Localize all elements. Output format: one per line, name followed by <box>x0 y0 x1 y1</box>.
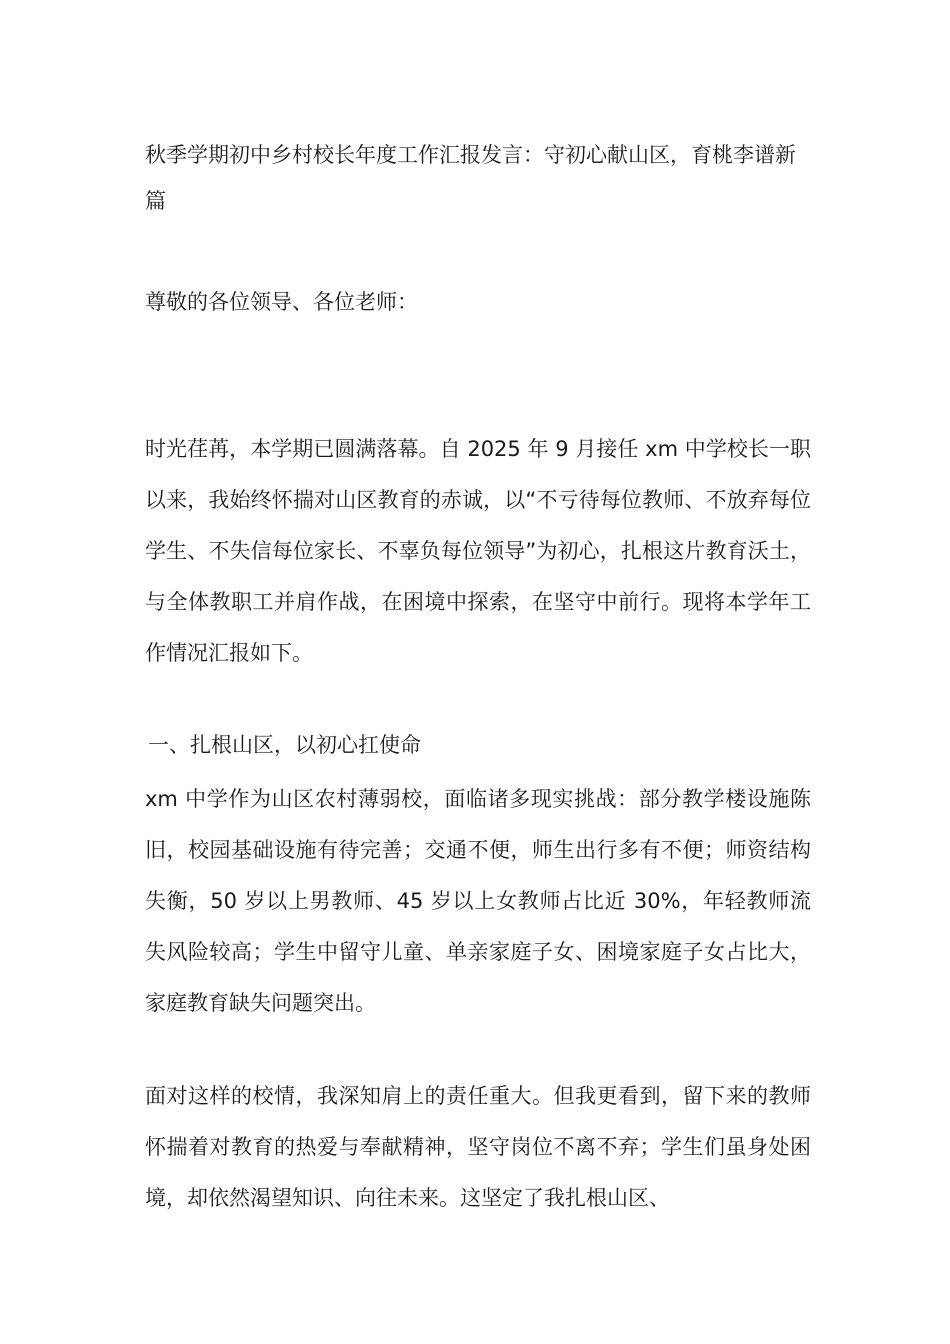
salutation: 尊敬的各位领导、各位老师： <box>145 290 418 314</box>
paragraph-responsibility: 面对这样的校情，我深知肩上的责任重大。但我更看到，留下来的教师怀揣着对教育的热爱与奉献精神，坚守岗位不离不弃；学生们虽身处困境，却依然渴望知识、向往未来。这坚定了我扎根山区、 <box>145 1084 811 1210</box>
section-heading-1: 一、扎根山区，以初心扛使命 <box>148 733 421 757</box>
document-title: 秋季学期初中乡村校长年度工作汇报发言：守初心献山区，育桃李谱新篇 <box>145 143 796 213</box>
paragraph-intro: 时光荏苒，本学期已圆满落幕。自 2025 年 9 月接任 xm 中学校长一职以来，我始终怀揣对山区教育的赤诚，以“不亏待每位教师、不放弃每位学生、不失信每位家长、不辜负每位领导”为初心，扎根这片教育沃土，与全体教职工并肩作战，在困境中探索，在坚守中前行。现将本学年工作情况汇报如下。 <box>145 437 811 665</box>
paragraph-school-challenges: xm 中学作为山区农村薄弱校，面临诸多现实挑战：部分教学楼设施陈旧，校园基础设施有待完善；交通不便，师生出行多有不便；师资结构失衡，50 岁以上男教师、45 岁以上女教师占比近 30%，年轻教师流失风险较高；学生中留守儿童、单亲家庭子女、困境家庭子女占比大，家庭教育缺失问题突出。 <box>145 787 811 1015</box>
